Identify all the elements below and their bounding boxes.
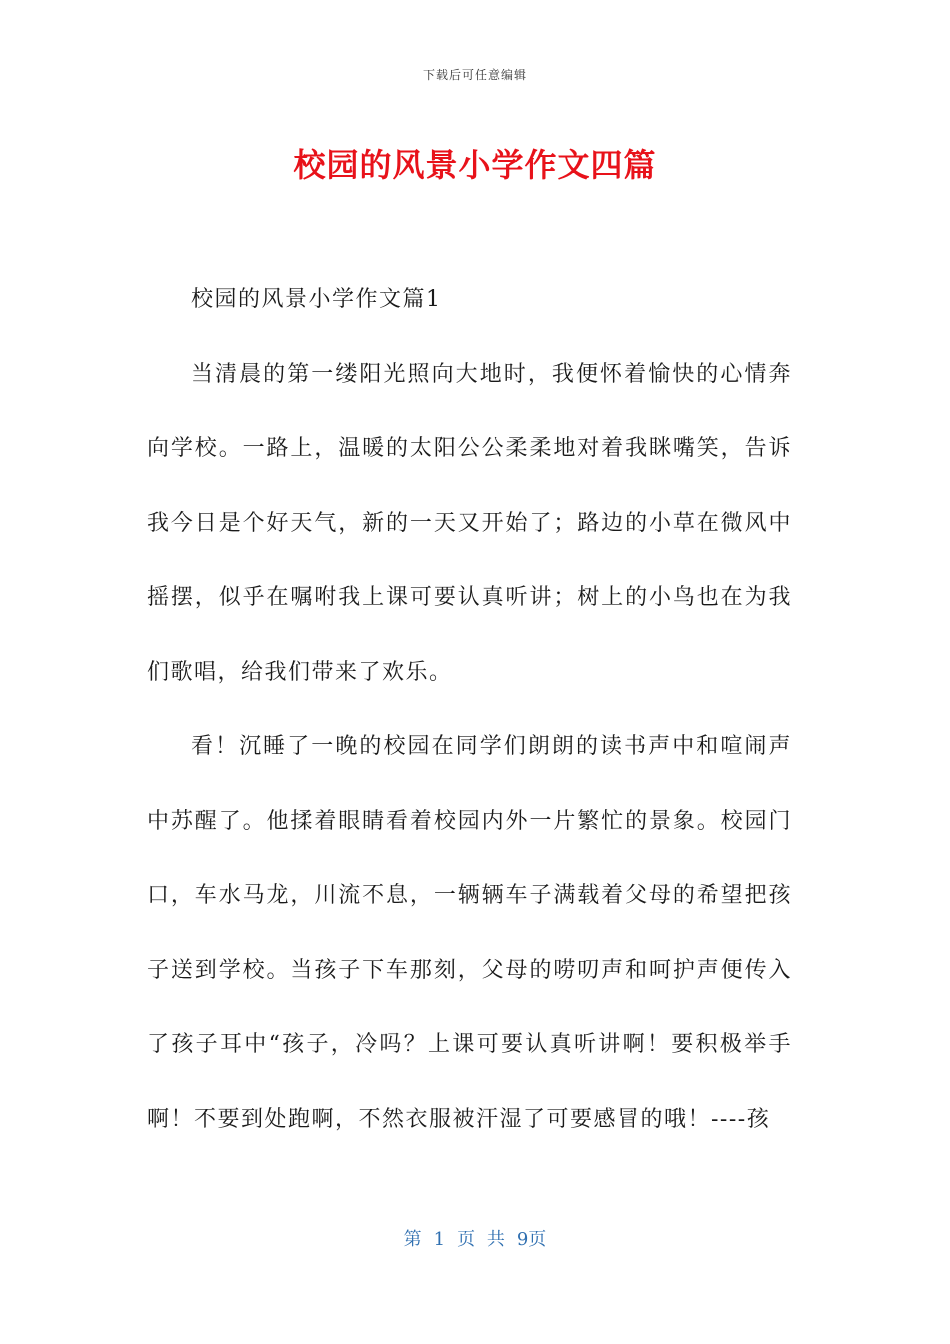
paragraph-2: 看！沉睡了一晚的校园在同学们朗朗的读书声中和喧闹声中苏醒了。他揉着眼睛看着校园内外一片繁忙的景象。校园门口，车水马龙，川流不息，一辆辆车子满载着父母的希望把孩子送到学校。当孩子下车那刻，父母的唠叨声和呵护声便传入了孩子耳中“孩子，冷吗？上课可要认真听讲啊！要积极举手啊！不要到处跑啊，不然衣服被汗湿了可要感冒的哦！----孩: [147, 734, 792, 1132]
paragraph-1: 当清晨的第一缕阳光照向大地时，我便怀着愉快的心情奔向学校。一路上，温暖的太阳公公柔柔地对着我眯嘴笑，告诉我今日是个好天气，新的一天又开始了；路边的小草在微风中摇摆，似乎在嘱咐我上课可要认真听讲；树上的小鸟也在为我们歌唱，给我们带来了欢乐。: [147, 361, 792, 685]
section-heading: 校园的风景小学作文篇1: [191, 287, 442, 312]
footer-mid: 页 共: [457, 1229, 505, 1250]
footer-total-pages: 9页: [516, 1229, 547, 1250]
header-note: 下载后可任意编辑: [422, 68, 527, 82]
footer-page-number: 1: [433, 1229, 446, 1250]
document-body: [147, 263, 792, 1157]
page-footer: [0, 1225, 950, 1251]
footer-prefix: 第: [403, 1229, 422, 1250]
document-title: 校园的风景小学作文四篇: [293, 146, 657, 184]
